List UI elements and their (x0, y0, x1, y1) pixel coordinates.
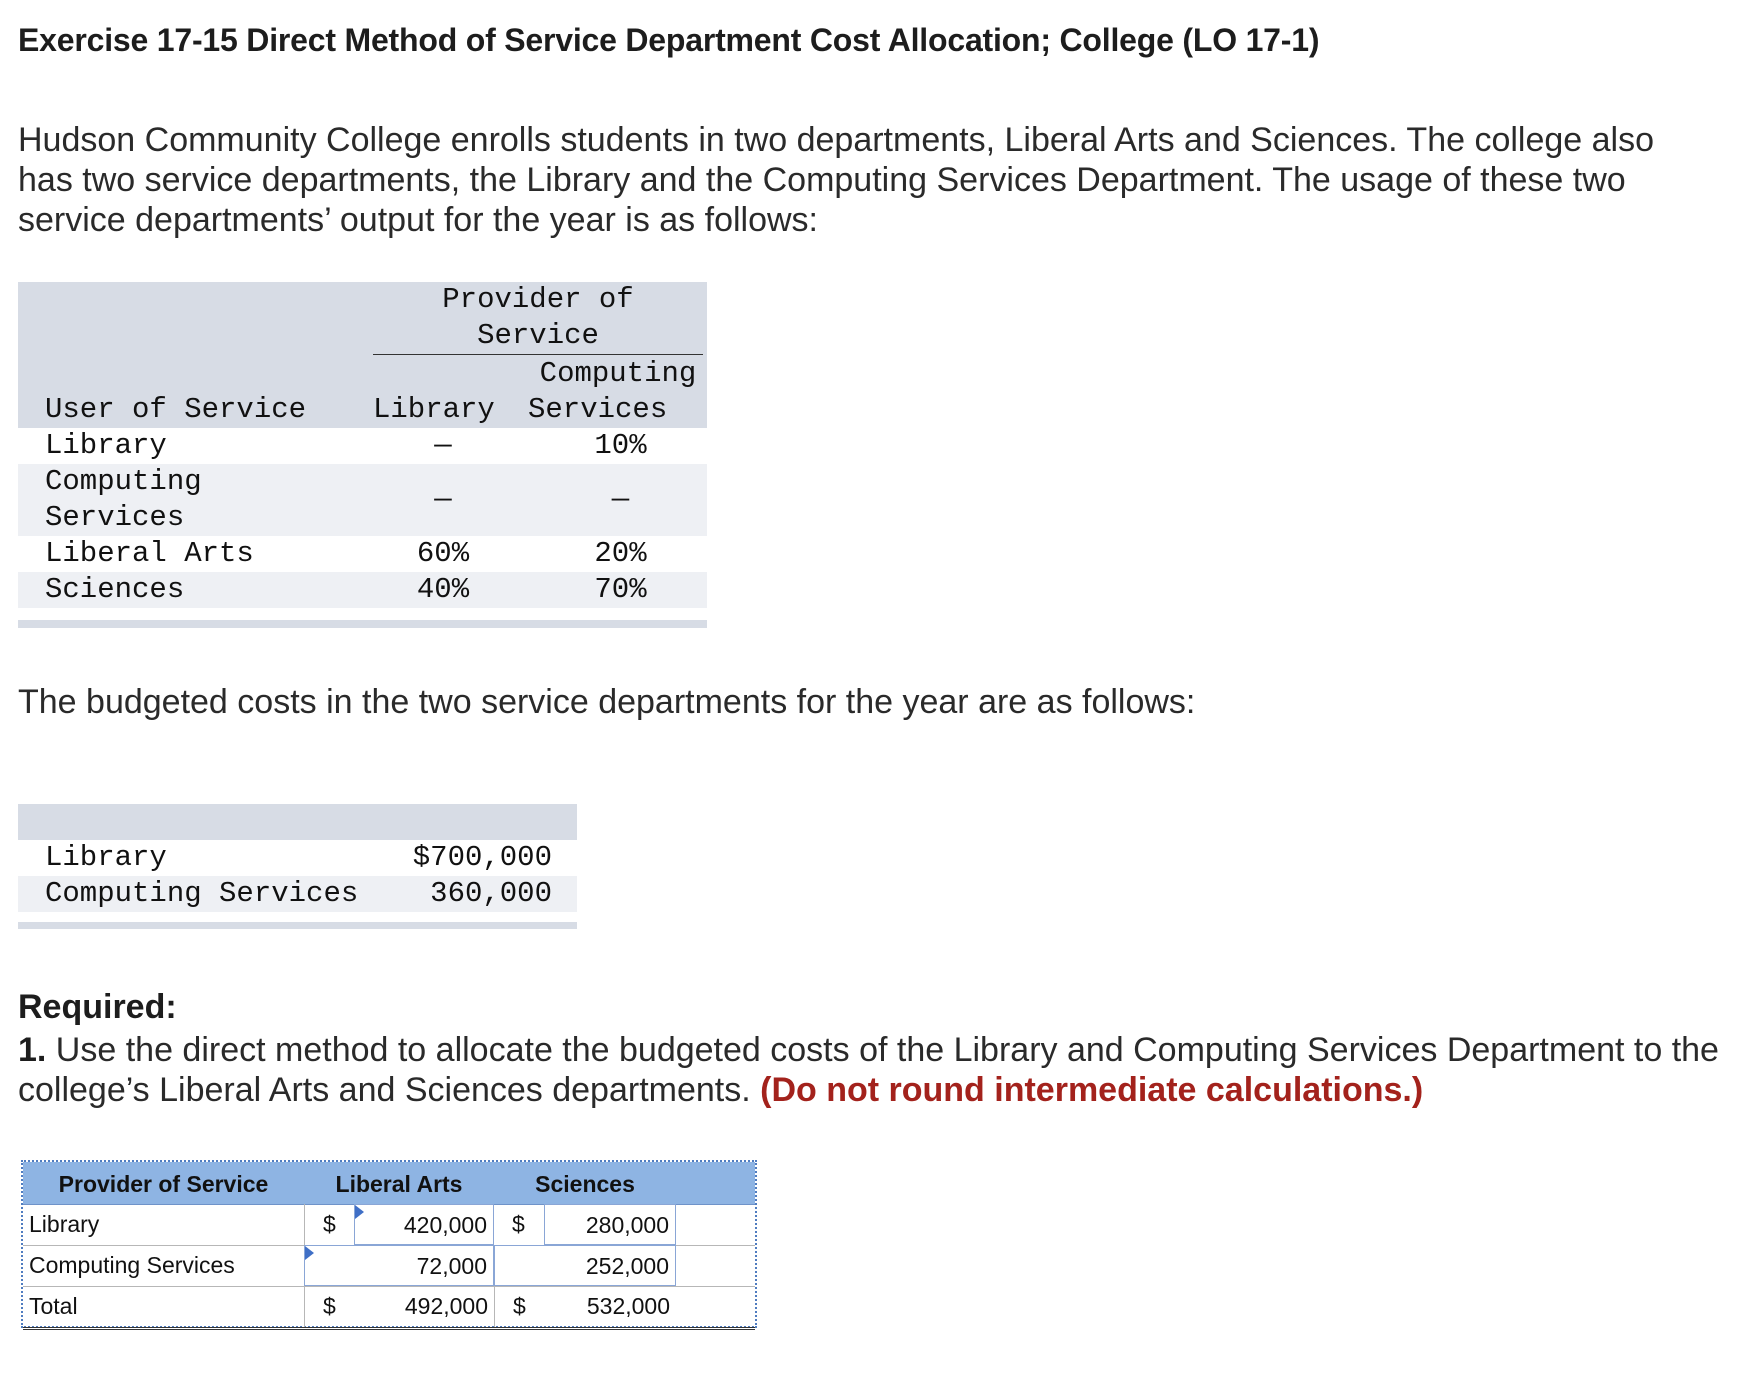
usage-row-sciences: Sciences 40% 70% (18, 572, 707, 608)
required-warning: (Do not round intermediate calculations.) (760, 1071, 1424, 1109)
budget-paragraph: The budgeted costs in the two service departments for the year are as follows: (18, 683, 1196, 721)
exercise-title: Exercise 17-15 Direct Method of Service Department Cost Allocation; College (LO 17-1) (18, 22, 1320, 58)
liberal-arts-computing-input[interactable]: 72,000 (304, 1245, 494, 1286)
input-marker-icon (355, 1205, 364, 1219)
usage-row-library: Library — 10% (45, 429, 647, 462)
usage-table-header (18, 282, 707, 428)
answer-row-total: Total $ 492,000 $ 532,000 (23, 1286, 755, 1330)
header-liberal-arts: Liberal Arts (335, 1171, 463, 1197)
col-computing-line2: Services (528, 393, 668, 426)
budget-table-header (18, 804, 577, 840)
answer-table (21, 1160, 757, 1328)
budget-table-footer (18, 922, 577, 929)
header-sciences: Sciences (535, 1171, 635, 1197)
answer-table-header (23, 1162, 755, 1205)
col-computing-line1: Computing (539, 357, 697, 390)
budget-row-library: Library $700,000 (45, 841, 552, 874)
sciences-total: 532,000 (586, 1293, 670, 1319)
col-library: Library (373, 393, 495, 426)
col-user-of-service: User of Service (45, 393, 307, 426)
usage-row-liberal-arts: Liberal Arts 60% 20% (45, 537, 647, 570)
sciences-computing-input[interactable]: 252,000 (494, 1245, 676, 1286)
answer-row-computing-services: Computing Services 72,000 252,000 (23, 1245, 755, 1287)
usage-table (18, 282, 707, 628)
liberal-arts-library-input[interactable]: 420,000 (354, 1204, 494, 1245)
intro-paragraph: Hudson Community College enrolls students in two departments, Liberal Arts and Sciences. The college also has two service departments, the Library and the Computing Services Department. The usage of these two service departments’ output for the year is as follows: (18, 121, 1655, 239)
usage-row-computing-services: Computing Services — — (18, 464, 707, 536)
answer-row-library: Library $ 420,000 $ 280,000 (23, 1204, 755, 1246)
required-instructions: 1. Use the direct method to allocate the budgeted costs of the Library and Computing Services Department to the college’s Liberal Arts and Sciences departments. (Do not round intermediate calculations.) (18, 1031, 1719, 1109)
liberal-arts-total: 492,000 (404, 1293, 488, 1319)
budget-row-computing-services: Computing Services 360,000 (18, 876, 577, 912)
budget-table (18, 804, 577, 929)
header-provider-of-service: Provider of Service (58, 1171, 269, 1197)
sciences-library-input[interactable]: 280,000 (544, 1204, 676, 1245)
required-heading: Required: (18, 988, 177, 1026)
input-marker-icon (305, 1246, 314, 1260)
usage-table-footer (18, 620, 707, 628)
provider-of-service-header: Provider of Service (442, 283, 634, 352)
provider-header-rule (373, 354, 703, 355)
